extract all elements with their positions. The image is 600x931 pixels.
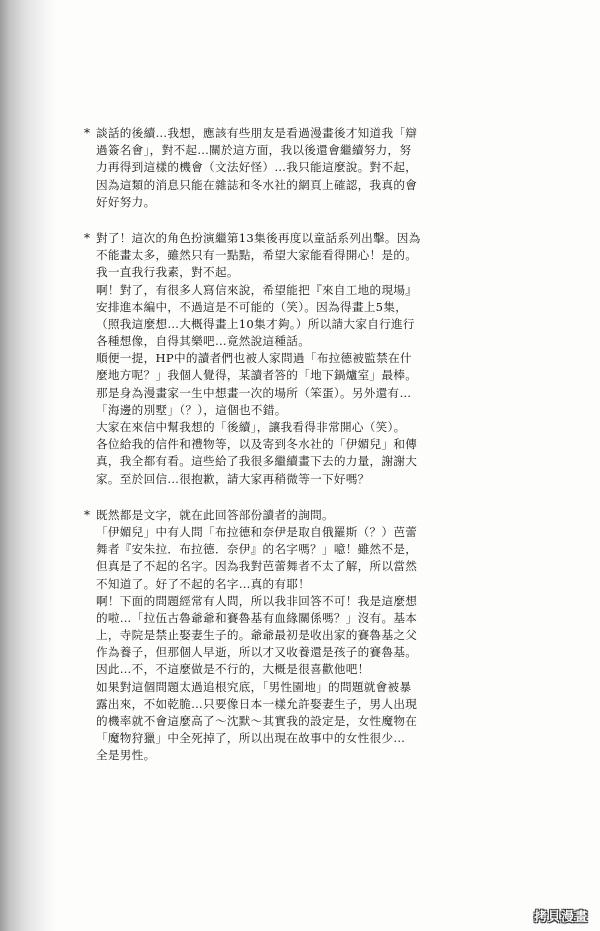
asterisk-bullet: *: [84, 126, 91, 140]
text-line: 因此…不，不這麼做是不行的，大概是很喜歡他吧！: [96, 662, 370, 677]
text-line: 「海邊的別墅」（？），這個也不錯。: [96, 402, 287, 417]
text-line: 露出來，不如乾脆…只要像日本一樣允許娶妻生子，男人出現: [96, 696, 418, 711]
text-line: 的啦…「拉伍古魯爺爺和賽魯基有血緣關係嗎？」沒有。基本: [96, 610, 418, 625]
asterisk-bullet: *: [84, 230, 91, 245]
watermark-logo: 拷貝漫畫: [533, 910, 588, 925]
text-line: [84, 125, 496, 142]
text-line: 安排進本編中，不過這是不可能的（笑）。因為得畫上5集，: [96, 299, 408, 314]
text-line: 順便一提，HP中的讀者們也被人家問過「布拉德被監禁在什: [96, 351, 412, 366]
text-line: 啊！下面的問題經常有人問，所以我非回答不可！我是這麼想: [96, 593, 418, 608]
text-line: 那是身為漫畫家一生中想畫一次的場所（笨蛋）。另外還有…: [96, 385, 412, 400]
text-line: 的機率就不會這麼高了～沈默～其實我的設定是，女性魔物在: [96, 714, 418, 728]
line-text: 談話的後續…我想，應該有些朋友是看過漫畫後才知道我「辯: [96, 126, 418, 140]
text-body: [84, 125, 496, 784]
text-line: 不知道了。好了不起的名字…真的有耶！: [96, 576, 311, 591]
text-line: 全是男性。: [96, 748, 156, 763]
text-line: 各種想像，自得其樂吧…竟然說這種話。: [96, 334, 311, 349]
text-line: 各位給我的信件和禮物等，以及寄到冬水社的「伊媚兒」和傳: [96, 437, 418, 452]
section-2: [84, 230, 496, 488]
text-line: [84, 507, 496, 524]
line-text: 對了！這次的角色扮演繼第13集後再度以童話系列出擊。因為: [96, 230, 421, 245]
section-1: [84, 125, 496, 211]
text-line: 但真是了不起的名字。因為我對芭蕾舞者不太了解，所以當然: [96, 559, 418, 574]
text-line: 過簽名會」，對不起…關於這方面，我以後還會繼續努力，努: [96, 143, 412, 158]
text-line: 上，寺院是禁止娶妻生子的。爺爺最初是收出家的賽魯基之父: [96, 628, 418, 643]
text-line: 啊！對了，有很多人寫信來說，希望能把『來自工地的現場』: [96, 282, 418, 297]
page-binding-shadow: [0, 0, 56, 931]
text-line: 我一直我行我素，對不起。: [96, 265, 239, 280]
text-line: 「魔物狩獵」中全死掉了，所以出現在故事中的女性很少…: [96, 731, 406, 746]
text-line: 舞者『安朱拉．布拉德．奈伊』的名字嗎？」噫！雖然不是，: [96, 542, 418, 557]
text-line: 因為這類的消息只能在雜誌和冬水社的網頁上確認，我真的會: [96, 177, 418, 192]
text-line: 好好努力。: [96, 194, 156, 209]
text-line: 真，我全都有看。這些給了我很多繼續畫下去的力量，謝謝大: [96, 454, 418, 469]
text-line: 如果對這個問題太過追根究底，「男性園地」的問題就會被暴: [96, 679, 412, 694]
asterisk-bullet: *: [84, 507, 91, 522]
text-line: 不能畫太多，雖然只有一點點，希望大家能看得開心！是的。: [96, 248, 418, 263]
text-line: 家。至於回信…很抱歉，請大家再稍微等一下好嗎？: [96, 471, 370, 486]
text-line: 力再得到這樣的機會（文法好怪）…我只能這麼說。對不起，: [96, 160, 418, 175]
text-line: 大家在來信中幫我想的「後續」，讓我看得非常開心（笑）。: [96, 420, 406, 434]
text-line: [84, 230, 496, 247]
text-line: 作為養子，但那個人早逝，所以才又收養還是孩子的賽魯基。: [96, 645, 418, 660]
line-text: 既然都是文字，就在此回答部份讀者的詢問。: [96, 507, 334, 522]
text-line: 麼地方呢？」我個人覺得，某讀者答的「地下鍋爐室」最棒。: [96, 368, 418, 383]
section-3: [84, 507, 496, 765]
text-line: 「伊媚兒」中有人問「布拉德和奈伊是取自俄羅斯（？）芭蕾: [96, 524, 418, 539]
text-line: （照我這麼想…大概得畫上10集才夠。）所以請大家自行進行: [96, 316, 415, 331]
